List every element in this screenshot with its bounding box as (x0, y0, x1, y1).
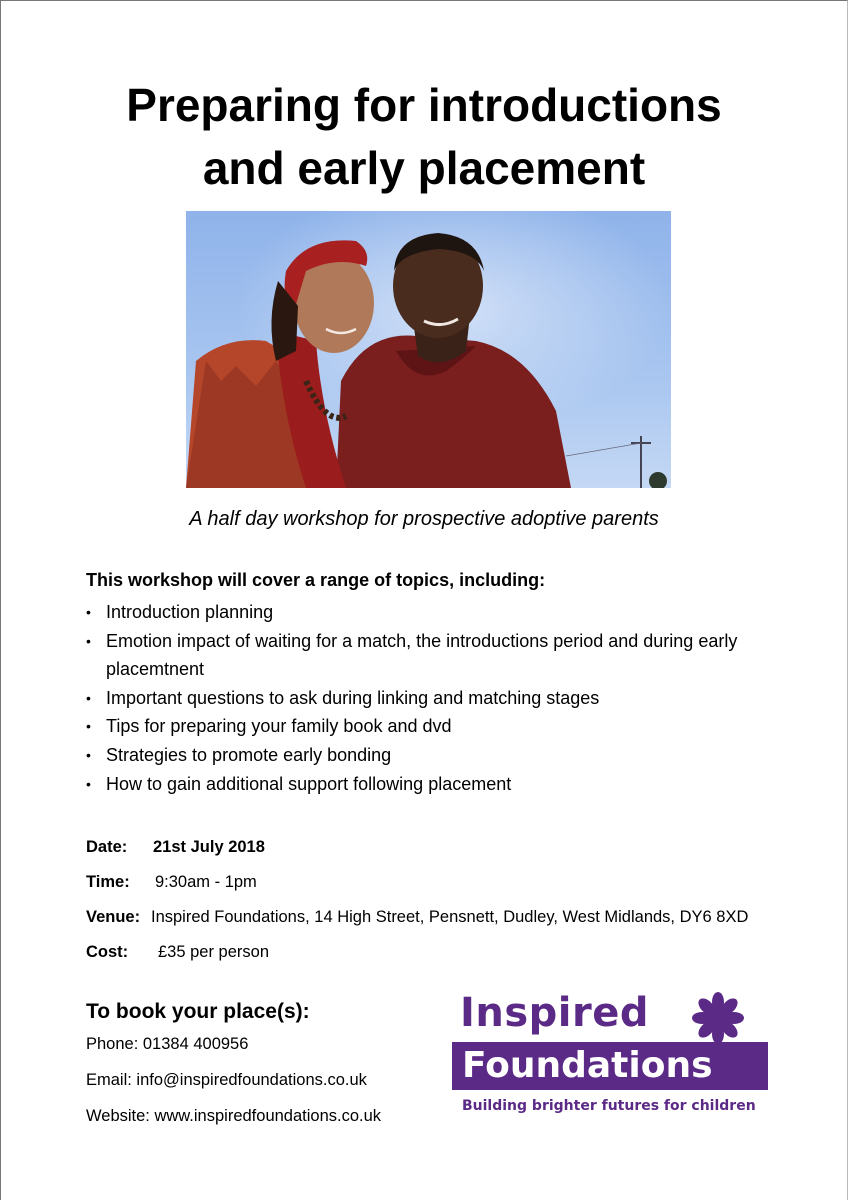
date-row (86, 836, 826, 871)
booking-section (86, 1000, 446, 1142)
phone-line: Phone: 01384 400956 (86, 1035, 249, 1053)
flower-icon (690, 990, 746, 1046)
topic-item: • Important questions to ask during linking and matching stages (86, 684, 786, 713)
time-value: 9:30am - 1pm (155, 873, 257, 891)
topic-item: • Introduction planning (86, 598, 786, 627)
couple-photo (186, 211, 671, 488)
email-line: Email: info@inspiredfoundations.co.uk (86, 1071, 367, 1089)
page-title (0, 74, 848, 200)
workshop-subtitle: A half day workshop for prospective adoptive parents (189, 508, 659, 530)
topic-item: • Strategies to promote early bonding (86, 741, 786, 770)
venue-label: Venue: (86, 908, 141, 926)
title-line-1: Preparing for introductions (126, 79, 722, 131)
topic-item: • How to gain additional support following placement (86, 770, 786, 799)
event-details (86, 836, 826, 976)
logo-word-foundations: Foundations (462, 1045, 713, 1086)
time-label: Time: (86, 873, 130, 891)
topic-item: • Tips for preparing your family book and dvd (86, 712, 786, 741)
venue-row (86, 906, 826, 941)
cost-label: Cost: (86, 943, 129, 961)
venue-value: Inspired Foundations, 14 High Street, Pensnett, Dudley, West Midlands, DY6 8XD (151, 908, 749, 926)
time-row (86, 871, 826, 906)
date-label: Date: (86, 838, 128, 856)
cost-value: £35 per person (158, 943, 269, 961)
logo-word-inspired: Inspired (460, 990, 649, 1036)
date-value: 21st July 2018 (153, 838, 265, 856)
inspired-foundations-logo (450, 990, 770, 1130)
topics-list (86, 598, 786, 798)
booking-heading: To book your place(s): (86, 1000, 310, 1023)
website-line: Website: www.inspiredfoundations.co.uk (86, 1107, 382, 1125)
logo-tagline: Building brighter futures for children (462, 1098, 756, 1114)
topic-item: • Emotion impact of waiting for a match, the introductions period and during early placemtnent (86, 627, 786, 684)
cost-row (86, 941, 826, 976)
title-line-2: and early placement (202, 142, 646, 194)
topics-intro: This workshop will cover a range of topics, including: (86, 570, 546, 590)
